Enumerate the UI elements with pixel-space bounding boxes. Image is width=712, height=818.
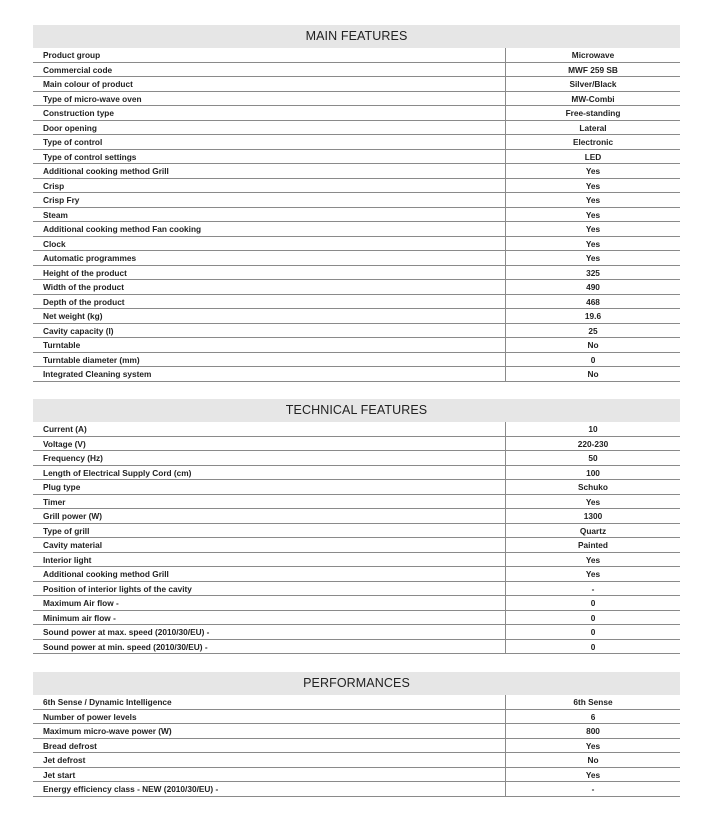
table-row (33, 466, 680, 481)
table-row (33, 353, 680, 368)
spec-table (33, 695, 680, 797)
spec-table (33, 48, 680, 382)
spec-label: Commercial code (43, 64, 113, 75)
spec-value: Quartz (505, 524, 680, 538)
table-row (33, 495, 680, 510)
spec-value: 0 (505, 640, 680, 654)
spec-value: Yes (505, 251, 680, 265)
spec-label: Construction type (43, 108, 114, 118)
spec-value: Schuko (505, 480, 680, 494)
spec-label: Jet defrost (43, 755, 86, 765)
spec-value: 6th Sense (505, 695, 680, 709)
table-row (33, 422, 680, 437)
table-row (33, 222, 680, 237)
spec-label: Type of control settings (43, 151, 137, 162)
table-row (33, 768, 680, 783)
table-row (33, 710, 680, 725)
spec-value: Yes (505, 179, 680, 193)
spec-table (33, 422, 680, 654)
table-row (33, 295, 680, 310)
spec-value: MW-Combi (505, 92, 680, 106)
spec-label: Sound power at min. speed (2010/30/EU) - (43, 641, 208, 652)
spec-value: Microwave (505, 48, 680, 62)
table-row (33, 567, 680, 582)
spec-label: Voltage (V) (43, 438, 86, 449)
spec-label: Position of interior lights of the cavity (43, 583, 192, 594)
spec-value: 800 (505, 724, 680, 738)
table-row (33, 92, 680, 107)
spec-value: Silver/Black (505, 77, 680, 91)
spec-value: Lateral (505, 121, 680, 135)
table-row (33, 524, 680, 539)
table-row (33, 266, 680, 281)
spec-value: Free-standing (505, 106, 680, 120)
spec-value: - (505, 582, 680, 596)
spec-label: Main colour of product (43, 79, 133, 89)
spec-label: Integrated Cleaning system (43, 369, 152, 379)
table-row (33, 367, 680, 382)
main-features-section (33, 25, 680, 382)
table-row (33, 208, 680, 223)
table-row (33, 695, 680, 710)
spec-value: 1300 (505, 509, 680, 523)
spec-label: Net weight (kg) (43, 311, 103, 321)
table-row (33, 509, 680, 524)
table-row (33, 193, 680, 208)
spec-label: 6th Sense / Dynamic Intelligence (43, 697, 172, 707)
table-row (33, 739, 680, 754)
spec-value: 19.6 (505, 309, 680, 323)
spec-label: Automatic programmes (43, 253, 137, 263)
table-row (33, 582, 680, 597)
spec-value: Yes (505, 768, 680, 782)
spec-value: 6 (505, 710, 680, 724)
spec-value: 0 (505, 596, 680, 610)
spec-label: Length of Electrical Supply Cord (cm) (43, 467, 192, 478)
spec-value: - (505, 782, 680, 796)
spec-label: Width of the product (43, 282, 125, 292)
spec-label: Cavity material (43, 540, 103, 550)
spec-value: 50 (505, 451, 680, 465)
spec-value: 100 (505, 466, 680, 480)
spec-value: 0 (505, 353, 680, 367)
spec-label: Steam (43, 209, 68, 220)
table-row (33, 121, 680, 136)
spec-label: Minimum air flow - (43, 612, 116, 623)
table-row (33, 77, 680, 92)
table-row (33, 150, 680, 165)
spec-label: Sound power at max. speed (2010/30/EU) - (43, 627, 210, 637)
spec-label: Maximum micro-wave power (W) (43, 726, 172, 736)
table-row (33, 324, 680, 339)
table-row (33, 251, 680, 266)
spec-label: Timer (43, 496, 66, 507)
spec-label: Grill power (W) (43, 511, 102, 521)
spec-value: 0 (505, 611, 680, 625)
spec-value: Yes (505, 237, 680, 251)
spec-value: No (505, 753, 680, 767)
table-row (33, 611, 680, 626)
spec-label: Type of control (43, 137, 103, 147)
spec-value: Yes (505, 164, 680, 178)
spec-label: Height of the product (43, 267, 127, 278)
spec-label: Turntable (43, 340, 81, 350)
spec-value: 490 (505, 280, 680, 294)
spec-value: 10 (505, 422, 680, 436)
spec-value: No (505, 367, 680, 381)
table-row (33, 753, 680, 768)
spec-label: Depth of the product (43, 296, 125, 307)
spec-label: Maximum Air flow - (43, 598, 119, 608)
section-title: MAIN FEATURES (33, 25, 680, 48)
spec-label: Door opening (43, 122, 97, 133)
spec-value: Yes (505, 222, 680, 236)
table-row (33, 625, 680, 640)
spec-value: LED (505, 150, 680, 164)
spec-label: Additional cooking method Grill (43, 569, 169, 579)
spec-label: Crisp (43, 180, 65, 191)
spec-value: Electronic (505, 135, 680, 149)
spec-value: Yes (505, 567, 680, 581)
table-row (33, 480, 680, 495)
table-row (33, 237, 680, 252)
table-row (33, 280, 680, 295)
spec-label: Turntable diameter (mm) (43, 354, 140, 365)
spec-label: Clock (43, 238, 66, 249)
table-row (33, 782, 680, 797)
spec-label: Interior light (43, 554, 92, 565)
spec-value: 0 (505, 625, 680, 639)
spec-label: Crisp Fry (43, 195, 80, 205)
spec-value: Yes (505, 495, 680, 509)
table-row (33, 451, 680, 466)
technical-features-section (33, 399, 680, 654)
section-title: TECHNICAL FEATURES (33, 399, 680, 422)
table-row (33, 179, 680, 194)
table-row (33, 338, 680, 353)
spec-label: Cavity capacity (l) (43, 325, 114, 336)
spec-label: Current (A) (43, 424, 87, 434)
spec-label: Number of power levels (43, 711, 137, 722)
spec-value: MWF 259 SB (505, 63, 680, 77)
spec-value: Yes (505, 193, 680, 207)
performances-section (33, 672, 680, 797)
table-row (33, 48, 680, 63)
spec-value: 468 (505, 295, 680, 309)
spec-value: 325 (505, 266, 680, 280)
spec-label: Frequency (Hz) (43, 453, 103, 463)
table-row (33, 437, 680, 452)
spec-value: Yes (505, 739, 680, 753)
table-row (33, 106, 680, 121)
spec-label: Jet start (43, 769, 76, 780)
table-row (33, 135, 680, 150)
spec-value: 25 (505, 324, 680, 338)
spec-label: Type of grill (43, 525, 90, 536)
spec-label: Type of micro-wave oven (43, 93, 142, 104)
table-row (33, 724, 680, 739)
spec-label: Product group (43, 50, 101, 60)
table-row (33, 63, 680, 78)
table-row (33, 309, 680, 324)
spec-value: 220-230 (505, 437, 680, 451)
table-row (33, 596, 680, 611)
section-title: PERFORMANCES (33, 672, 680, 695)
spec-label: Bread defrost (43, 740, 97, 751)
spec-value: Yes (505, 553, 680, 567)
spec-label: Additional cooking method Grill (43, 166, 169, 176)
table-row (33, 553, 680, 568)
spec-value: No (505, 338, 680, 352)
spec-label: Additional cooking method Fan cooking (43, 224, 202, 234)
spec-value: Painted (505, 538, 680, 552)
spec-value: Yes (505, 208, 680, 222)
table-row (33, 538, 680, 553)
table-row (33, 640, 680, 655)
spec-label: Plug type (43, 482, 81, 492)
table-row (33, 164, 680, 179)
spec-label: Energy efficiency class - NEW (2010/30/EU) - (43, 784, 219, 794)
